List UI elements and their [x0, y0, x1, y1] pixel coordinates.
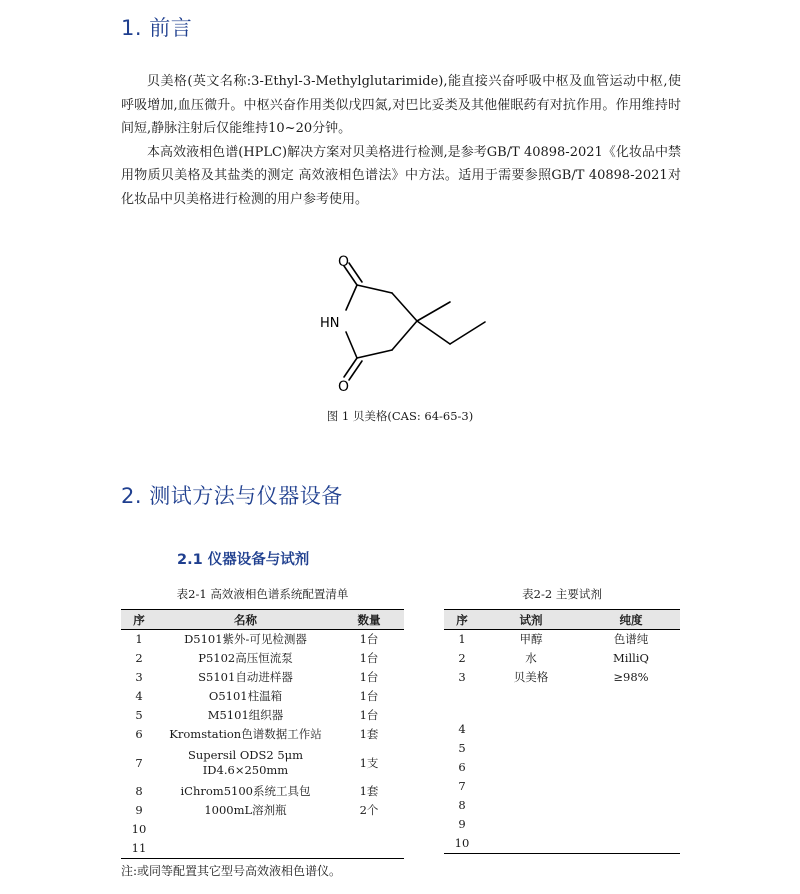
equipment-table-cell-name: iChrom5100系统工具包: [180, 784, 311, 798]
equipment-table-row: [121, 801, 404, 820]
reagents-table: [444, 609, 680, 854]
intro-paragraph-1: 贝美格(英文名称:3-Ethyl-3-Methylglutarimide),能直接兴奋呼吸中枢及血管运动中枢,使呼吸增加,血压微升。中枢兴奋作用类似戊四氮,对巴比妥类及其他催眠药有对抗作用。作用维持时间短,静脉注射后仅能维持10~20分钟。: [121, 74, 681, 136]
bond-c3-c4: [392, 293, 417, 321]
equipment-table-cell-name: Kromstation色谱数据工作站: [169, 727, 322, 741]
reagents-table-header: [444, 610, 680, 630]
reagents-table-cell-name: 甲醇: [519, 632, 543, 646]
reagents-table-row: [444, 758, 680, 777]
reagents-table-cell-value: [582, 739, 680, 758]
bond-n-c2: [346, 285, 357, 310]
reagents-table-cell-index: 8: [458, 798, 466, 812]
reagents-table-cell-index: 3: [458, 670, 466, 684]
equipment-table-cell-index: 9: [135, 803, 143, 817]
reagents-table-row: [444, 777, 680, 796]
equipment-table-cell-value: 1台: [359, 651, 379, 665]
section-2-title: 2. 测试方法与仪器设备: [121, 484, 343, 508]
reagents-table-cell-index: 4: [458, 722, 466, 736]
reagents-table-header-index: 序: [444, 610, 480, 630]
equipment-table-cell-name: P5102高压恒流泵: [198, 651, 293, 665]
reagents-table-cell-index: 2: [458, 651, 466, 665]
intro-paragraph-2: 本高效液相色谱(HPLC)解决方案对贝美格进行检测,是参考GB/T 40898-2021《化妆品中禁用物质贝美格及其盐类的测定 高效液相色谱法》中方法。适用于需要参照GB/T 40898-2021对化妆品中贝美格进行检测的用户参考使用。: [121, 144, 681, 207]
reagents-table-cell-name: [480, 796, 582, 815]
equipment-table-cell-index: 6: [135, 727, 143, 741]
reagents-table-row: [444, 649, 680, 668]
carbonyl-oxygen-top: O: [338, 254, 350, 270]
equipment-table-cell-value: 1套: [359, 727, 379, 741]
equipment-table-cell-name: O5101柱温箱: [208, 689, 283, 703]
reagents-table-row: [444, 834, 680, 854]
reagents-table-cell-name: [480, 777, 582, 796]
reagents-table-row: [444, 720, 680, 739]
reagents-table-row: [444, 668, 680, 687]
reagents-table-cell-name: 水: [525, 651, 537, 665]
equipment-table-cell-index: 11: [121, 839, 157, 859]
equipment-table-cell-value: [334, 820, 404, 839]
bemegride-structure-diagram: [300, 248, 500, 398]
equipment-table-cell-index: 7: [135, 755, 143, 770]
table-footnote: 注:或同等配置其它型号高效液相色谱仪。: [121, 864, 342, 878]
reagents-table-cell-index: 6: [458, 760, 466, 774]
equipment-table-row: [121, 820, 404, 839]
equipment-table-row: [121, 668, 404, 687]
reagents-table-cell-value: MilliQ: [613, 651, 649, 665]
equipment-table-cell-value: 1套: [359, 784, 379, 798]
reagents-table-row: [444, 630, 680, 650]
bond-ethyl-2: [450, 322, 485, 344]
equipment-table-row: [121, 706, 404, 725]
reagents-table-row: [444, 815, 680, 834]
bond-c6-o-a: [344, 358, 357, 377]
imide-nh-label: HN: [320, 316, 340, 331]
equipment-table-cell-name: S5101自动进样器: [198, 670, 293, 684]
reagents-table-cell-name: [480, 720, 582, 739]
reagents-table-cell-value: [582, 758, 680, 777]
equipment-table-cell-name: D5101紫外-可见检测器: [184, 632, 307, 646]
bond-c2-o-b: [349, 263, 362, 282]
equipment-table-row: [121, 725, 404, 744]
reagents-table-row: [444, 739, 680, 758]
figure-caption: 图 1 贝美格(CAS: 64-65-3): [326, 409, 474, 423]
equipment-table-cell-value: [334, 839, 404, 859]
reagents-table-cell-value: ≥98%: [613, 670, 649, 684]
bond-c4-c5: [392, 321, 417, 350]
equipment-table-cell-index: 5: [135, 708, 143, 722]
equipment-table-header: [121, 610, 404, 630]
reagents-table-cell-value: [582, 720, 680, 739]
equipment-table-cell-name: 1000mL溶剂瓶: [204, 803, 287, 817]
equipment-table-cell-value: 1台: [359, 670, 379, 684]
reagents-table-cell-name: [480, 758, 582, 777]
equipment-table-row: [121, 744, 404, 782]
equipment-table-cell-name: [157, 820, 334, 839]
reagents-table-cell-index: 10: [444, 834, 480, 854]
equipment-table-cell-index: 8: [135, 784, 143, 798]
reagents-table-cell-value: [582, 796, 680, 815]
reagents-table-header-name: 试剂: [480, 610, 582, 630]
reagents-table-row: [444, 687, 680, 720]
bond-c6-n: [346, 332, 357, 358]
bond-c5-c6: [357, 350, 392, 358]
intro-paragraphs: [121, 70, 681, 211]
reagents-table-cell-name: [480, 687, 582, 720]
equipment-table-row: [121, 687, 404, 706]
equipment-table-header-name: 名称: [157, 610, 334, 630]
reagents-table-cell-value: 色谱纯: [613, 632, 649, 646]
equipment-table-cell-value: 1台: [359, 708, 379, 722]
reagents-table-cell-name: [480, 739, 582, 758]
reagents-table-cell-index: [444, 687, 480, 720]
reagents-table-cell-value: [582, 687, 680, 720]
bond-methyl: [417, 302, 450, 321]
equipment-table-header-index: 序: [121, 610, 157, 630]
carbonyl-oxygen-bottom: O: [338, 379, 350, 395]
equipment-table-row: [121, 839, 404, 859]
reagents-table-cell-index: 7: [458, 779, 466, 793]
reagents-table-cell-index: 1: [458, 632, 466, 646]
reagents-table-cell-name: [480, 834, 582, 854]
equipment-table-cell-name: Supersil ODS2 5μm ID4.6×250mm: [187, 748, 304, 777]
equipment-table-cell-value: 1台: [359, 689, 379, 703]
bond-c2-c3: [357, 285, 392, 293]
reagents-table-cell-value: [582, 815, 680, 834]
reagents-table-row: [444, 796, 680, 815]
equipment-table-header-value: 数量: [334, 610, 404, 630]
equipment-table-cell-index: 2: [135, 651, 143, 665]
subsection-2-1-title: 2.1 仪器设备与试剂: [177, 552, 310, 568]
equipment-table-cell-index: 10: [131, 822, 147, 836]
equipment-table-cell-name: M5101组织器: [207, 708, 284, 722]
bond-ethyl-1: [417, 321, 450, 344]
equipment-table-cell-index: 4: [135, 689, 143, 703]
reagents-table-cell-value: [582, 834, 680, 854]
equipment-table-cell-value: 1支: [359, 755, 379, 770]
equipment-table-cell-value: 2个: [359, 803, 379, 817]
reagents-table-cell-index: 9: [458, 817, 466, 831]
equipment-table-row: [121, 630, 404, 650]
equipment-table-cell-name: [157, 839, 334, 859]
equipment-table-cell-index: 3: [135, 670, 143, 684]
reagents-table-header-value: 纯度: [582, 610, 680, 630]
equipment-table-row: [121, 782, 404, 801]
table-2-1-caption: 表2-1 高效液相色谱系统配置清单: [176, 587, 349, 601]
reagents-table-cell-name: 贝美格: [513, 670, 549, 684]
equipment-table-row: [121, 649, 404, 668]
equipment-table-cell-index: 1: [135, 632, 143, 646]
section-1-title: 1. 前言: [121, 16, 193, 40]
bond-c6-o-b: [349, 361, 362, 380]
table-2-2-caption: 表2-2 主要试剂: [522, 587, 602, 601]
equipment-table-cell-value: 1台: [359, 632, 379, 646]
reagents-table-cell-index: 5: [458, 741, 466, 755]
reagents-table-cell-name: [480, 815, 582, 834]
equipment-table: [121, 609, 404, 859]
reagents-table-cell-value: [582, 777, 680, 796]
